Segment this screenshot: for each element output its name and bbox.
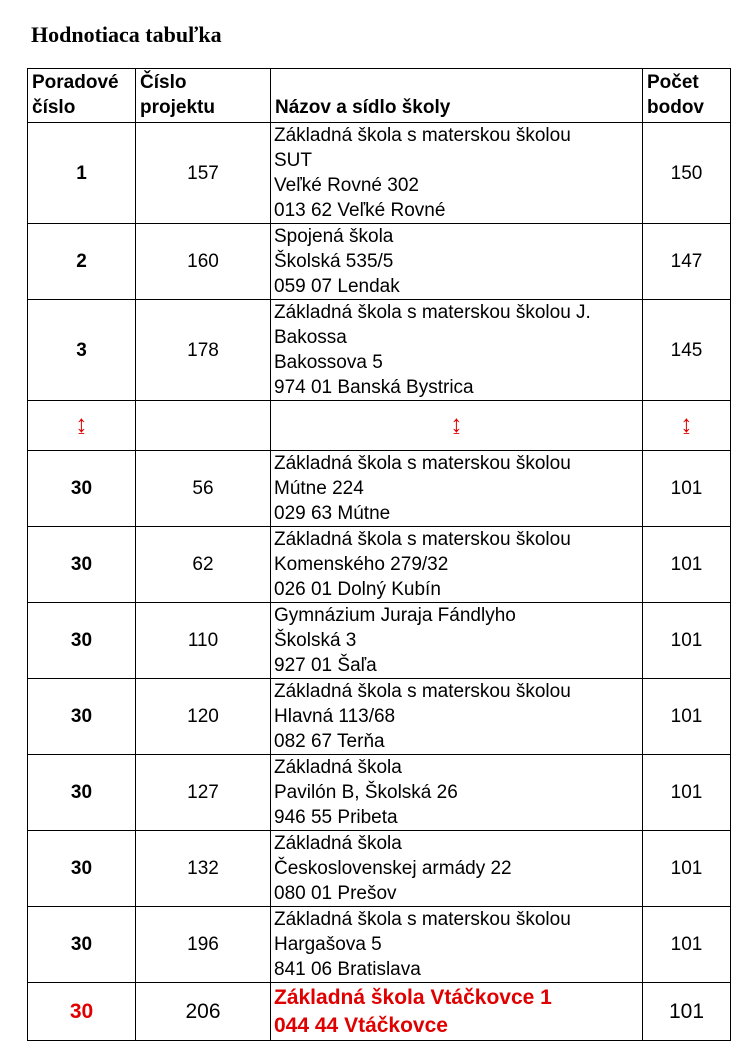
school-line: 080 01 Prešov — [274, 883, 397, 904]
points-cell: 101 — [643, 907, 731, 983]
order-cell: 30 — [28, 983, 136, 1041]
table-row — [28, 224, 731, 300]
school-line: Základná škola s materskou školou — [274, 453, 571, 474]
school-line: 029 63 Mútne — [274, 503, 391, 524]
points-cell: 101 — [643, 755, 731, 831]
school-line: Základná škola s materskou školou — [274, 125, 571, 146]
points-cell: 101 — [643, 679, 731, 755]
points-cell: 145 — [643, 300, 731, 401]
header-points-line: Počet — [647, 72, 699, 93]
updown-arrow-icon: ↨ — [75, 411, 88, 438]
school-line: Komenského 279/32 — [274, 554, 449, 575]
table-row-highlighted — [28, 983, 731, 1041]
points-cell: 101 — [643, 527, 731, 603]
ellipsis-cell — [28, 401, 136, 451]
order-cell: 3 — [28, 300, 136, 401]
updown-arrow-icon: ↨ — [450, 411, 463, 438]
header-project-line: Číslo — [140, 72, 187, 93]
ellipsis-cell — [271, 401, 643, 451]
school-line: 013 62 Veľké Rovné — [274, 200, 446, 221]
header-project — [136, 69, 271, 123]
table-row — [28, 603, 731, 679]
school-line: Hargašova 5 — [274, 934, 382, 955]
points-cell: 150 — [643, 123, 731, 224]
header-school — [271, 69, 643, 123]
updown-arrow-icon: ↨ — [680, 411, 693, 438]
school-line: Pavilón B, Školská 26 — [274, 782, 458, 803]
school-line: Základná škola s materskou školou — [274, 529, 571, 550]
project-cell: 132 — [136, 831, 271, 907]
header-points — [643, 69, 731, 123]
project-cell: 196 — [136, 907, 271, 983]
school-cell — [271, 831, 643, 907]
order-cell: 30 — [28, 679, 136, 755]
project-cell: 178 — [136, 300, 271, 401]
school-line: Bakossova 5 — [274, 352, 383, 373]
school-cell — [271, 755, 643, 831]
school-cell — [271, 527, 643, 603]
header-project-line: projektu — [140, 97, 215, 118]
order-cell: 30 — [28, 831, 136, 907]
order-cell: 2 — [28, 224, 136, 300]
table-row — [28, 451, 731, 527]
project-cell: 62 — [136, 527, 271, 603]
school-line: Základná škola s materskou školou — [274, 909, 571, 930]
school-line: Spojená škola — [274, 226, 394, 247]
school-line: Základná škola s materskou školou J. — [274, 302, 591, 323]
ellipsis-row — [28, 401, 731, 451]
points-cell: 101 — [643, 983, 731, 1041]
school-cell — [271, 907, 643, 983]
school-line: 974 01 Banská Bystrica — [274, 377, 474, 398]
school-cell — [271, 603, 643, 679]
school-line: Mútne 224 — [274, 478, 364, 499]
school-cell — [271, 224, 643, 300]
project-cell: 127 — [136, 755, 271, 831]
school-cell — [271, 451, 643, 527]
table-row — [28, 679, 731, 755]
ellipsis-cell — [643, 401, 731, 451]
project-cell: 56 — [136, 451, 271, 527]
school-line: Školská 535/5 — [274, 251, 394, 272]
order-cell: 1 — [28, 123, 136, 224]
project-cell: 206 — [136, 983, 271, 1041]
school-line: 082 67 Terňa — [274, 731, 385, 752]
table-row — [28, 907, 731, 983]
order-cell: 30 — [28, 451, 136, 527]
school-line: 059 07 Lendak — [274, 276, 400, 297]
table-header-row — [28, 69, 731, 123]
header-order-line: Poradové — [32, 72, 119, 93]
project-cell: 120 — [136, 679, 271, 755]
school-line: Základná škola — [274, 833, 402, 854]
school-line: Školská 3 — [274, 630, 357, 651]
school-line: SUT — [274, 150, 312, 171]
school-line: 841 06 Bratislava — [274, 959, 421, 980]
order-cell: 30 — [28, 755, 136, 831]
school-cell — [271, 300, 643, 401]
points-cell: 101 — [643, 451, 731, 527]
school-cell — [271, 983, 643, 1041]
school-line: 927 01 Šaľa — [274, 655, 377, 676]
school-cell — [271, 679, 643, 755]
evaluation-table — [27, 68, 731, 1041]
order-cell: 30 — [28, 907, 136, 983]
order-cell: 30 — [28, 603, 136, 679]
header-points-line: bodov — [647, 97, 704, 118]
order-cell: 30 — [28, 527, 136, 603]
school-line: Gymnázium Juraja Fándlyho — [274, 605, 516, 626]
table-row — [28, 527, 731, 603]
table-row — [28, 755, 731, 831]
ellipsis-cell-empty — [136, 401, 271, 451]
school-line: Bakossa — [274, 327, 347, 348]
table-row — [28, 831, 731, 907]
points-cell: 101 — [643, 603, 731, 679]
header-school-line: Názov a sídlo školy — [275, 97, 451, 118]
document-title: Hodnotiaca tabuľka — [31, 22, 222, 47]
school-line: 946 55 Pribeta — [274, 807, 398, 828]
header-order — [28, 69, 136, 123]
school-line: 044 44 Vtáčkovce — [274, 1013, 448, 1037]
project-cell: 160 — [136, 224, 271, 300]
points-cell: 101 — [643, 831, 731, 907]
school-line: Základná škola — [274, 757, 402, 778]
school-cell — [271, 123, 643, 224]
school-line: Veľké Rovné 302 — [274, 175, 419, 196]
points-cell: 147 — [643, 224, 731, 300]
project-cell: 157 — [136, 123, 271, 224]
school-line: Hlavná 113/68 — [274, 706, 396, 727]
school-line: Základná škola Vtáčkovce 1 — [274, 985, 552, 1009]
school-line: Základná škola s materskou školou — [274, 681, 571, 702]
table-row — [28, 300, 731, 401]
school-line: 026 01 Dolný Kubín — [274, 579, 441, 600]
header-order-line: číslo — [32, 97, 76, 118]
project-cell: 110 — [136, 603, 271, 679]
table-row — [28, 123, 731, 224]
school-line: Československej armády 22 — [274, 858, 512, 879]
